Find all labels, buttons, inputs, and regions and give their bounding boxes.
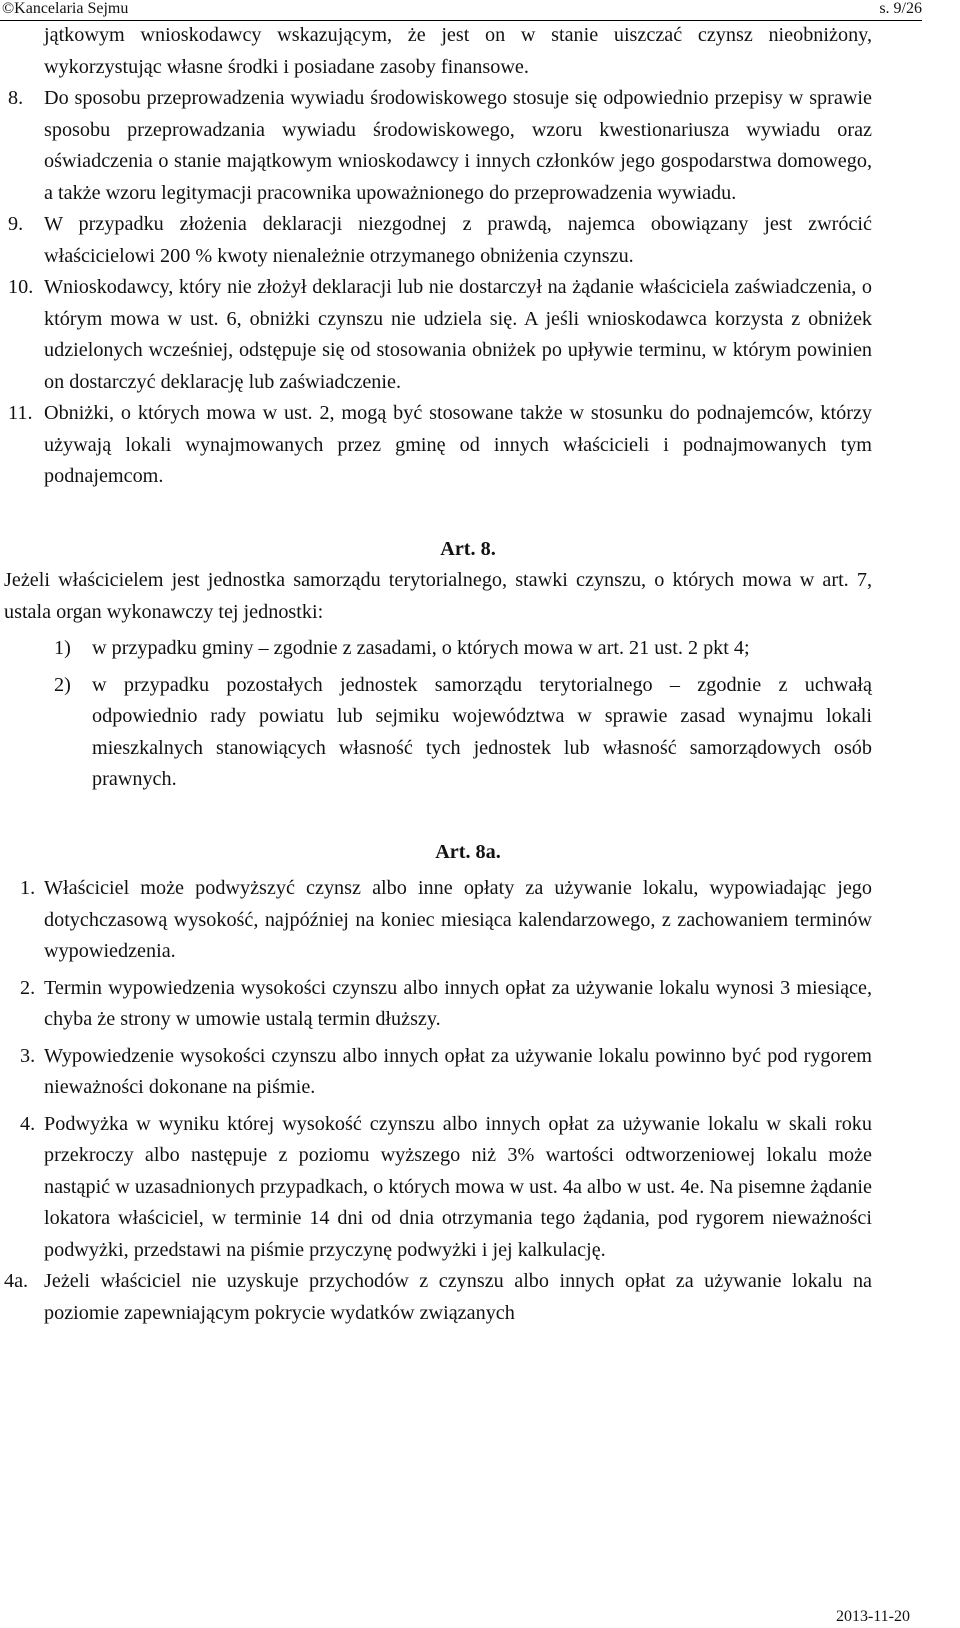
point-text: Wypowiedzenie wysokości czynszu albo innych opłat za używanie lokalu powinno być pod rygorem nieważności dokonane na piśmie. [44, 1044, 872, 1098]
art8-item-1 [4, 633, 872, 665]
publisher-label: ©Kancelaria Sejmu [2, 0, 129, 17]
art8a-point-2 [4, 973, 872, 1036]
art7-point-11 [4, 398, 872, 493]
art8a-point-4 [4, 1109, 872, 1267]
document-body [4, 20, 872, 1329]
art8a-point-1 [4, 873, 872, 968]
point-number: 4. [20, 1112, 36, 1135]
point-text: Podwyżka w wyniku której wysokość czynszu albo innych opłat za używanie lokalu w skali roku przekroczy albo następuje z poziomu wyższego niż 3% wartości odtworzeniowej lokalu może nastąpić w uzasadnionych przypadkach, o których mowa w ust. 4a albo w ust. 4e. Na pisemne żądanie lokatora właściciel, w terminie 14 dni od dnia otrzymania tego żądania, pod rygorem nieważności podwyżki, przedstawi na piśmie przyczynę podwyżki i jej kalkulację. [44, 1112, 872, 1261]
point-text: Obniżki, o których mowa w ust. 2, mogą być stosowane także w stosunku do podnajemców, którzy używają lokali wynajmowanych przez gminę od innych właścicieli i podnajmowanych tym podnajemcom. [44, 402, 872, 487]
art8a-point-4a [4, 1266, 872, 1329]
art8-item-2 [4, 670, 872, 796]
point-number: 1. [20, 877, 36, 899]
point-number: 8. [8, 87, 24, 109]
art7-point-9 [4, 209, 872, 272]
point-text: Właściciel może podwyższyć czynsz albo inne opłaty za używanie lokalu, wypowiadając jego dotychczasową wysokość, najpóźniej na koniec miesiąca kalendarzowego, z zachowaniem terminów wypowiedzenia. [44, 877, 872, 962]
point-number: 10. [8, 276, 34, 298]
art7-point-8 [4, 83, 872, 209]
article-intro: Jeżeli właścicielem jest jednostka samorządu terytorialnego, stawki czynszu, o których mowa w art. 7, ustala organ wykonawczy tej jednostki: [4, 569, 872, 623]
art7-point-10 [4, 272, 872, 398]
item-number: 2) [54, 673, 71, 696]
point-number: 2. [20, 976, 36, 999]
page-number: s. 9/26 [879, 0, 922, 17]
item-text: w przypadku gminy – zgodnie z zasadami, o których mowa w art. 21 ust. 2 pkt 4; [92, 637, 750, 659]
point-number: 4a. [4, 1270, 29, 1292]
art8a-point-3 [4, 1041, 872, 1104]
point-number: 9. [8, 213, 24, 235]
item-text: w przypadku pozostałych jednostek samorządu terytorialnego – zgodnie z uchwałą odpowiednio rady powiatu lub sejmiku województwa w sprawie zasad wynajmu lokali mieszkalnych stanowiących własność tych jednostek lub własność samorządowych osób prawnych. [92, 673, 872, 790]
page-header [0, 0, 960, 22]
point-number: 3. [20, 1044, 36, 1067]
article-title: Art. 8. [440, 537, 496, 560]
continuation-text: jątkowym wnioskodawcy wskazującym, że jest on w stanie uiszczać czynsz nieobniżony, wykorzystując własne środki i posiadane zasoby finansowe. [44, 24, 872, 78]
point-text: Jeżeli właściciel nie uzyskuje przychodów z czynszu albo innych opłat za używanie lokalu na poziomie zapewniającym pokrycie wydatków związanych [44, 1270, 872, 1324]
point-number: 11. [8, 402, 33, 424]
point-text: Termin wypowiedzenia wysokości czynszu albo innych opłat za używanie lokalu wynosi 3 miesiące, chyba że strony w umowie ustalą termin dłuższy. [44, 976, 872, 1030]
point-text: Wnioskodawcy, który nie złożył deklaracji lub nie dostarczył na żądanie właściciela zaświadczenia, o którym mowa w ust. 6, obniżki czynszu nie udziela się. A jeśli wnioskodawca korzysta z obniżek udzielonych wcześniej, odstępuje się od stosowania obniżek po upływie terminu, w którym powinien on dostarczyć deklarację lub zaświadczenie. [44, 276, 872, 393]
item-number: 1) [54, 637, 71, 659]
page-footer-date: 2013-11-20 [835, 1608, 910, 1625]
article-title: Art. 8a. [435, 840, 501, 863]
point-text: W przypadku złożenia deklaracji niezgodnej z prawdą, najemca obowiązany jest zwrócić właścicielowi 200 % kwoty nienależnie otrzymanego obniżenia czynszu. [44, 213, 872, 267]
point-text: Do sposobu przeprowadzenia wywiadu środowiskowego stosuje się odpowiednio przepisy w sprawie sposobu przeprowadzania wywiadu środowiskowego, wzoru kwestionariusza wywiadu oraz oświadczenia o stanie majątkowym wnioskodawcy i innych członków jego gospodarstwa domowego, a także wzoru legitymacji pracownika upoważnionego do przeprowadzenia wywiadu. [44, 87, 872, 204]
